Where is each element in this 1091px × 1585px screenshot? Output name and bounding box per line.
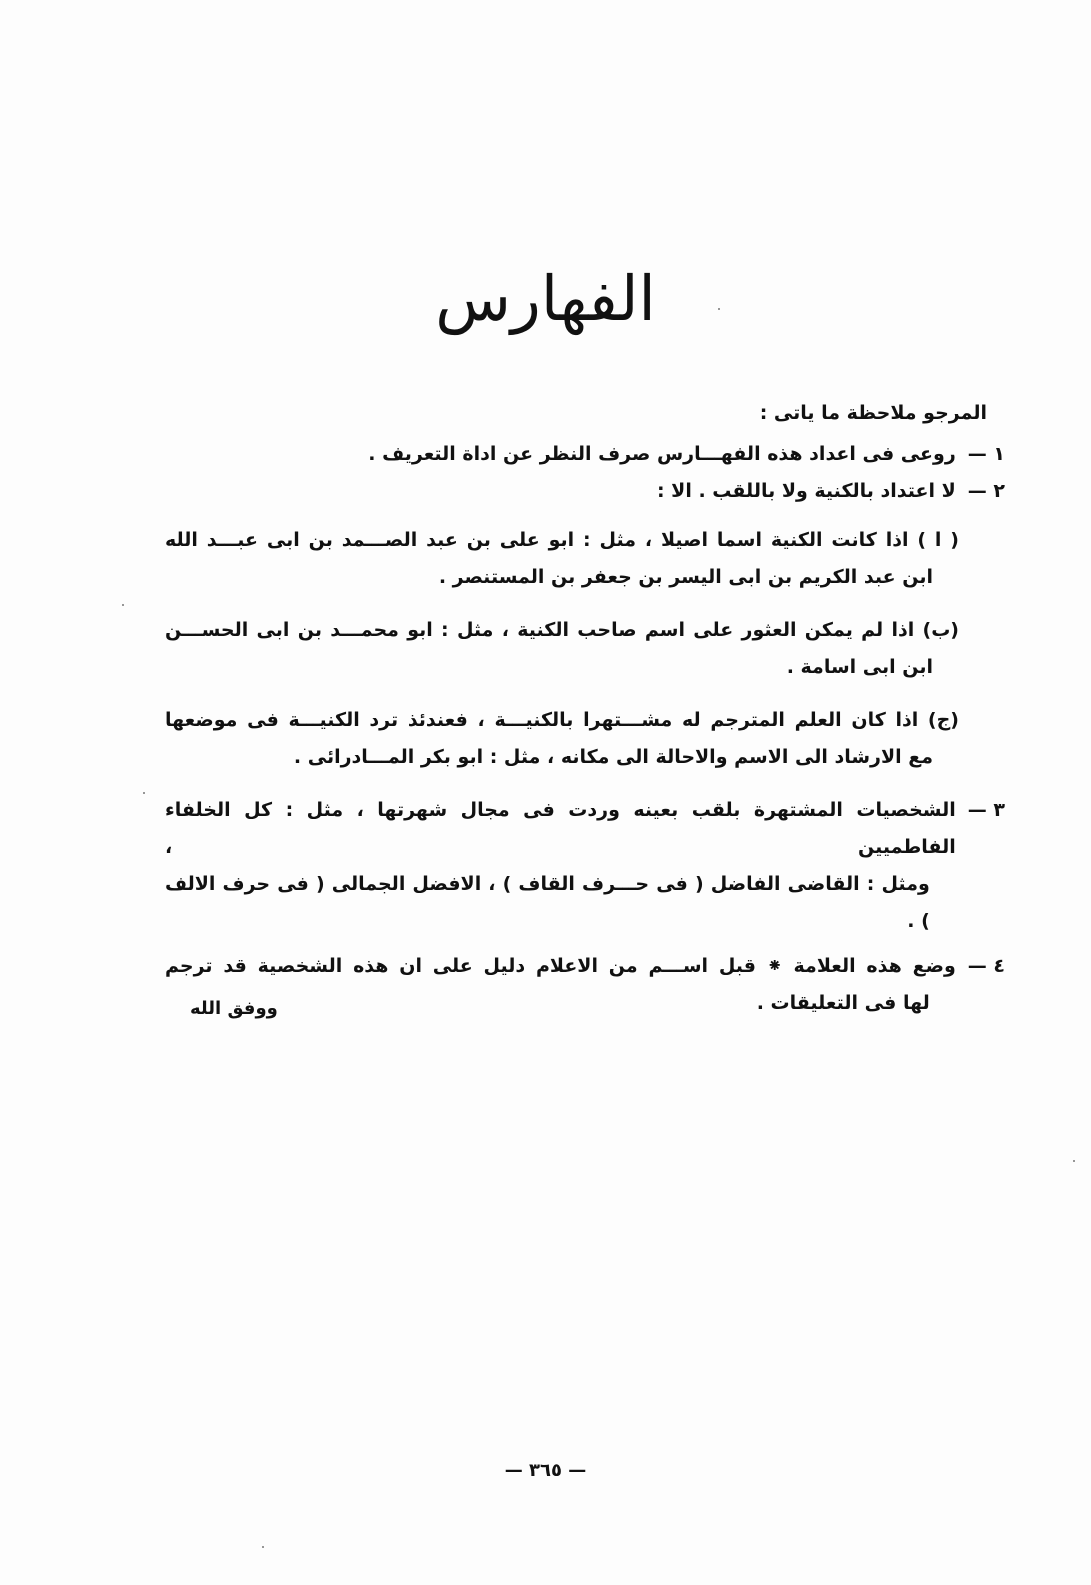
closing-phrase: ووفق الله: [190, 998, 278, 1019]
note-text-block: [165, 948, 956, 1022]
note-text-block: [165, 792, 956, 940]
page-title: الفهارس: [435, 262, 656, 335]
note-item-2: [165, 473, 1005, 510]
exception-text-continued: مع الارشاد الى الاسم والاحالة الى مكانه ، مثل : ابو بكر المـــادرائى .: [293, 746, 933, 768]
note-text: وضع هذه العلامة ⁕ قبل اســـم من الاعلام دليل على ان هذه الشخصية قد ترجم: [165, 955, 956, 977]
intro-line: المرجو ملاحظة ما ياتى :: [759, 402, 987, 424]
note-text: لا اعتداد بالكنية ولا باللقب . الا :: [656, 480, 956, 502]
note-item-4: [165, 948, 1005, 1022]
note-item-1: [165, 436, 1005, 473]
exception-text: ( ا ) اذا كانت الكنية اسما اصيلا ، مثل : ابو على بن عبد الصـــمد بن ابى عبـــد الله: [165, 529, 959, 551]
scan-speck: [718, 308, 720, 310]
note-text: الشخصيات المشتهرة بلقب بعينه وردت فى مجال شهرتها ، مثل : كل الخلفاء الفاطميين ،: [165, 799, 956, 858]
exception-item-b: [165, 612, 959, 686]
note-text: روعى فى اعداد هذه الفهـــارس صرف النظر عن اداة التعريف .: [368, 443, 956, 465]
exception-text: (ج) اذا كان العلم المترجم له مشـــتهرا بالكنيـــة ، فعندئذ ترد الكنيـــة فى موضعها: [165, 709, 959, 731]
scan-speck: [122, 604, 124, 606]
exception-text: (ب) اذا لم يمكن العثور على اسم صاحب الكنية ، مثل : ابو محمـــد بن ابى الحســـن: [165, 619, 959, 641]
note-text-continued: ومثل : القاضى الفاضل ( فى حـــرف القاف ) ، الافضل الجمالى ( فى حرف الالف ) .: [165, 873, 930, 932]
note-number: ١ —: [967, 443, 1005, 465]
scan-speck: [1073, 1160, 1075, 1162]
exception-text-continued: ابن ابى اسامة .: [786, 656, 933, 678]
page-number: — ٣٦٥ —: [504, 1460, 587, 1481]
exception-item-c: [165, 702, 959, 776]
note-number: ٣ —: [967, 799, 1005, 821]
notes-section: [165, 395, 1005, 1022]
note-text-continued: لها فى التعليقات .: [756, 992, 930, 1014]
scan-speck: [262, 1546, 264, 1548]
scan-speck: [143, 792, 145, 794]
note-number: ٤ —: [967, 955, 1005, 977]
exception-text-continued: ابن عبد الكريم بن ابى اليسر بن جعفر بن المستنصر .: [438, 566, 933, 588]
exceptions-list: [165, 522, 1005, 776]
exception-item-a: [165, 522, 959, 596]
note-number: ٢ —: [967, 480, 1005, 502]
note-item-3: [165, 792, 1005, 940]
